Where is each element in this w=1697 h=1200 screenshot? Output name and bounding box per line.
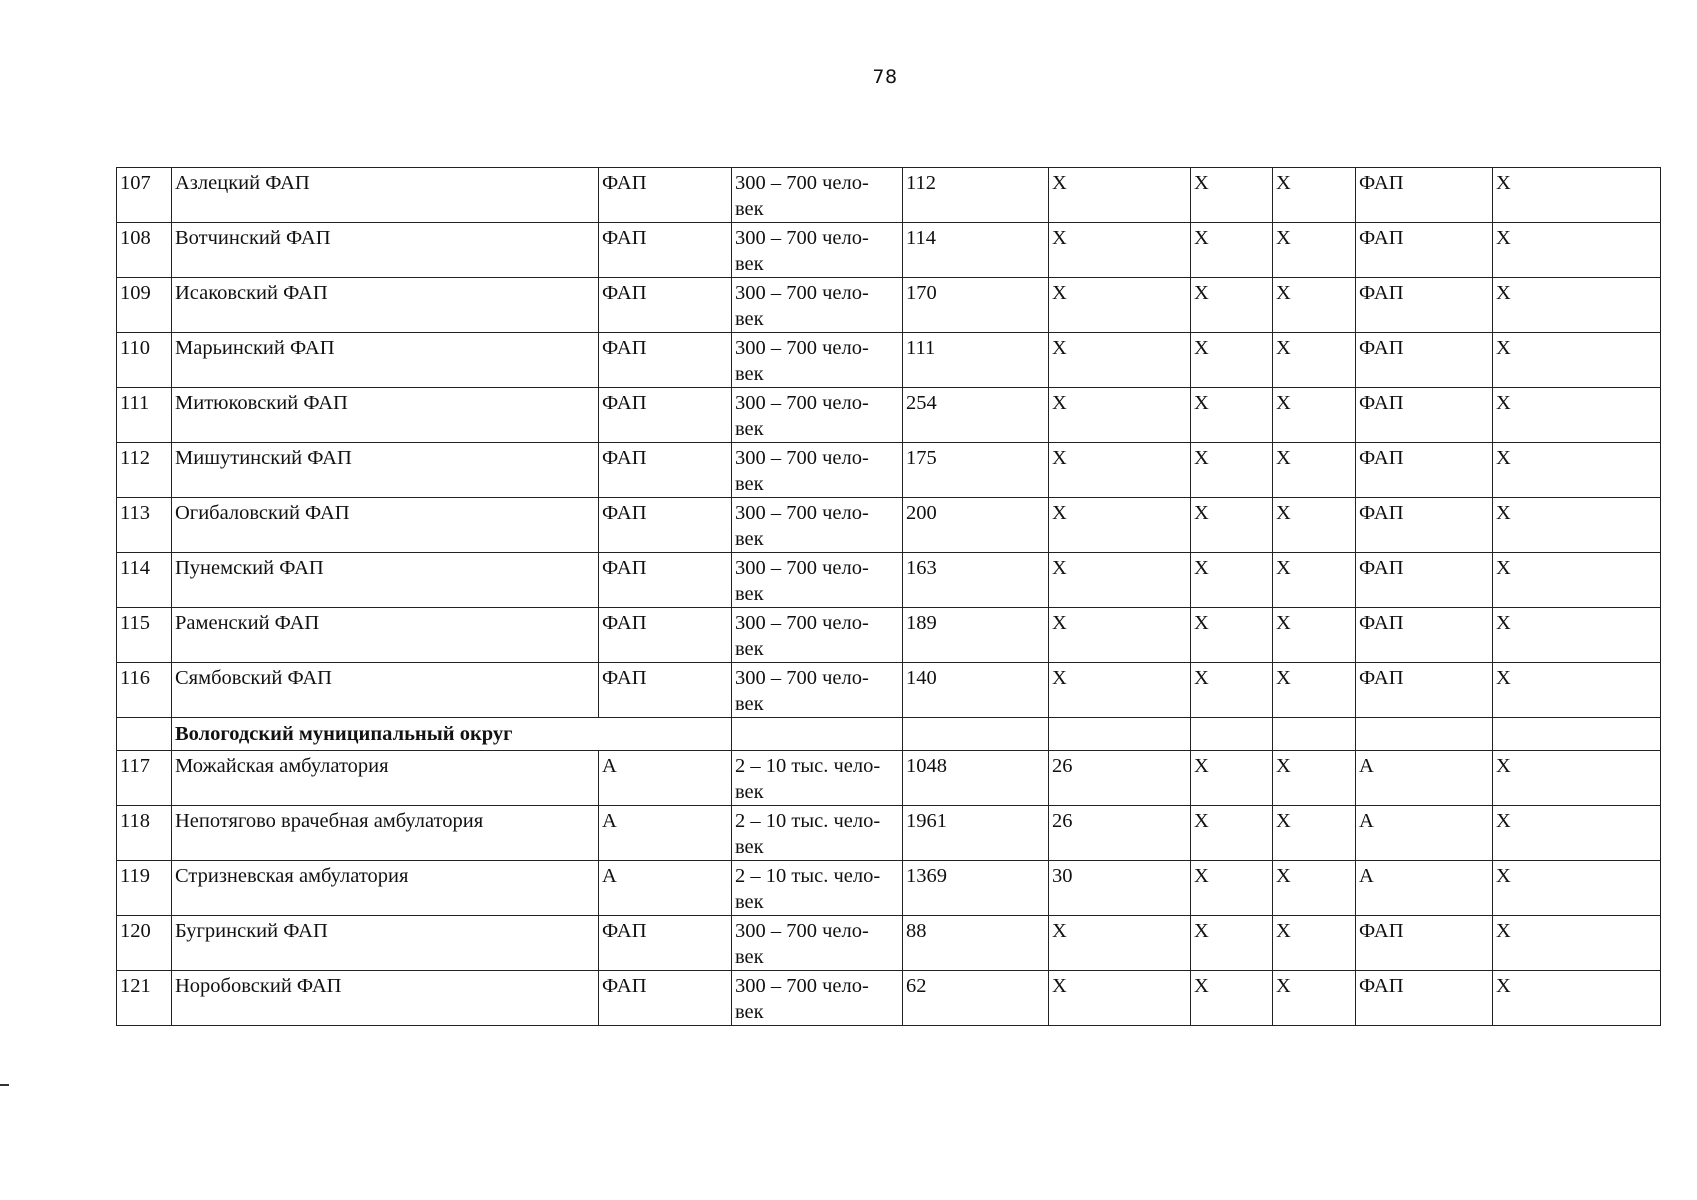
cell-population-value: 112 [903,168,1049,223]
cell-number: 118 [117,806,172,861]
population-range-line2: век [735,473,764,495]
cell-col9: ФАП [1356,553,1493,608]
table-row [117,498,1661,553]
population-range-line2: век [735,836,764,858]
cell-facility-type: ФАП [599,498,732,553]
cell-number: 117 [117,751,172,806]
cell-number: 107 [117,168,172,223]
cell-facility-type: ФАП [599,168,732,223]
cell-col10: Х [1493,388,1661,443]
cell-col6: 26 [1049,751,1191,806]
cell-col10: Х [1493,916,1661,971]
cell-col8: Х [1273,806,1356,861]
cell-col6: Х [1049,916,1191,971]
population-range-line1: 300 – 700 чело- [735,227,869,249]
cell-col9: А [1356,806,1493,861]
cell-col9: ФАП [1356,443,1493,498]
cell-population-range [732,861,903,916]
cell-col9: ФАП [1356,168,1493,223]
table-row [117,553,1661,608]
registry-table-container [116,167,1660,1026]
cell-facility-name: Огибаловский ФАП [172,498,599,553]
cell-col7: Х [1191,553,1273,608]
population-range-line2: век [735,638,764,660]
cell-facility-name: Можайская амбулатория [172,751,599,806]
cell-col10: Х [1493,861,1661,916]
cell-facility-name: Бугринский ФАП [172,916,599,971]
cell-number: 114 [117,553,172,608]
cell-number: 115 [117,608,172,663]
cell-col6: Х [1049,443,1191,498]
population-range-line1: 300 – 700 чело- [735,612,869,634]
cell-population-value: 140 [903,663,1049,718]
population-range-line2: век [735,198,764,220]
cell-facility-type: А [599,806,732,861]
cell-col10: Х [1493,498,1661,553]
cell-facility-name: Мишутинский ФАП [172,443,599,498]
cell-col8: Х [1273,663,1356,718]
cell-facility-name: Стризневская амбулатория [172,861,599,916]
cell-col6: 26 [1049,806,1191,861]
population-range-line2: век [735,418,764,440]
cell-col8: Х [1273,333,1356,388]
table-row [117,971,1661,1026]
table-row [117,916,1661,971]
cell-col7: Х [1191,223,1273,278]
cell-col7: Х [1191,608,1273,663]
cell-number: 111 [117,388,172,443]
cell-number: 121 [117,971,172,1026]
cell-col7: Х [1191,663,1273,718]
table-row [117,388,1661,443]
population-range-line1: 300 – 700 чело- [735,282,869,304]
population-range-line1: 300 – 700 чело- [735,392,869,414]
population-range-line2: век [735,781,764,803]
cell-population-value: 163 [903,553,1049,608]
cell-col9: ФАП [1356,608,1493,663]
cell-col9: ФАП [1356,333,1493,388]
cell-col7: Х [1191,278,1273,333]
population-range-line1: 300 – 700 чело- [735,667,869,689]
cell-col8: Х [1273,498,1356,553]
page-edge-mark [0,1084,9,1086]
cell-population-value: 254 [903,388,1049,443]
cell-col6: Х [1049,278,1191,333]
cell-number: 113 [117,498,172,553]
cell-col6: Х [1049,168,1191,223]
cell-col10: Х [1493,553,1661,608]
population-range-line2: век [735,363,764,385]
table-row [117,751,1661,806]
table-row [117,333,1661,388]
cell-col7: Х [1191,916,1273,971]
cell-col8: Х [1273,751,1356,806]
population-range-line2: век [735,693,764,715]
cell-population-range [732,553,903,608]
cell-col9: ФАП [1356,498,1493,553]
cell-col9: ФАП [1356,223,1493,278]
section-cell-empty [1191,718,1273,751]
cell-col10: Х [1493,443,1661,498]
table-row [117,806,1661,861]
cell-col8: Х [1273,971,1356,1026]
cell-population-value: 1369 [903,861,1049,916]
cell-col6: 30 [1049,861,1191,916]
cell-col10: Х [1493,333,1661,388]
table-row [117,608,1661,663]
cell-facility-type: А [599,751,732,806]
cell-col9: ФАП [1356,916,1493,971]
cell-col6: Х [1049,553,1191,608]
cell-col10: Х [1493,806,1661,861]
population-range-line1: 300 – 700 чело- [735,337,869,359]
cell-col8: Х [1273,553,1356,608]
cell-col7: Х [1191,751,1273,806]
section-title: Вологодский муниципальный округ [172,718,732,751]
cell-col7: Х [1191,168,1273,223]
cell-col10: Х [1493,168,1661,223]
cell-facility-name: Раменский ФАП [172,608,599,663]
cell-facility-type: ФАП [599,608,732,663]
cell-number: 120 [117,916,172,971]
cell-col6: Х [1049,663,1191,718]
registry-table [116,167,1661,1026]
cell-col7: Х [1191,861,1273,916]
cell-population-value: 170 [903,278,1049,333]
cell-facility-name: Исаковский ФАП [172,278,599,333]
section-cell-num [117,718,172,751]
cell-col10: Х [1493,608,1661,663]
cell-col9: А [1356,751,1493,806]
cell-col6: Х [1049,388,1191,443]
cell-col9: ФАП [1356,663,1493,718]
cell-facility-type: ФАП [599,916,732,971]
cell-facility-type: ФАП [599,223,732,278]
section-cell-empty [1273,718,1356,751]
cell-number: 116 [117,663,172,718]
cell-col8: Х [1273,608,1356,663]
cell-col8: Х [1273,916,1356,971]
population-range-line2: век [735,583,764,605]
cell-col8: Х [1273,388,1356,443]
population-range-line1: 300 – 700 чело- [735,172,869,194]
cell-col8: Х [1273,861,1356,916]
cell-col10: Х [1493,663,1661,718]
population-range-line2: век [735,528,764,550]
cell-col7: Х [1191,971,1273,1026]
cell-col7: Х [1191,443,1273,498]
cell-col6: Х [1049,223,1191,278]
cell-col10: Х [1493,971,1661,1026]
cell-number: 112 [117,443,172,498]
cell-population-range [732,168,903,223]
cell-col8: Х [1273,168,1356,223]
cell-facility-name: Сямбовский ФАП [172,663,599,718]
cell-population-value: 189 [903,608,1049,663]
cell-col9: ФАП [1356,278,1493,333]
cell-col9: ФАП [1356,388,1493,443]
population-range-line2: век [735,308,764,330]
population-range-line2: век [735,253,764,275]
cell-population-range [732,388,903,443]
cell-col6: Х [1049,971,1191,1026]
section-cell-empty [1049,718,1191,751]
population-range-line1: 300 – 700 чело- [735,557,869,579]
cell-col9: А [1356,861,1493,916]
cell-facility-name: Азлецкий ФАП [172,168,599,223]
cell-population-value: 111 [903,333,1049,388]
cell-facility-name: Непотягово врачебная амбулатория [172,806,599,861]
cell-col7: Х [1191,806,1273,861]
cell-col6: Х [1049,498,1191,553]
population-range-line1: 2 – 10 тыс. чело- [735,810,881,832]
population-range-line2: век [735,1001,764,1023]
population-range-line2: век [735,946,764,968]
cell-facility-type: А [599,861,732,916]
cell-population-value: 200 [903,498,1049,553]
cell-facility-type: ФАП [599,553,732,608]
cell-population-range [732,443,903,498]
page-number: 78 [872,66,898,88]
cell-facility-type: ФАП [599,278,732,333]
population-range-line1: 300 – 700 чело- [735,447,869,469]
section-cell-empty [903,718,1049,751]
cell-number: 110 [117,333,172,388]
cell-facility-type: ФАП [599,663,732,718]
cell-col8: Х [1273,223,1356,278]
cell-population-value: 88 [903,916,1049,971]
cell-population-range [732,223,903,278]
cell-population-value: 62 [903,971,1049,1026]
section-cell-empty [1493,718,1661,751]
cell-population-range [732,971,903,1026]
cell-number: 119 [117,861,172,916]
cell-col6: Х [1049,333,1191,388]
cell-population-range [732,916,903,971]
population-range-line1: 300 – 700 чело- [735,975,869,997]
cell-facility-type: ФАП [599,388,732,443]
cell-col7: Х [1191,388,1273,443]
cell-facility-name: Митюковский ФАП [172,388,599,443]
population-range-line2: век [735,891,764,913]
population-range-line1: 2 – 10 тыс. чело- [735,865,881,887]
cell-population-value: 114 [903,223,1049,278]
cell-population-range [732,806,903,861]
cell-population-range [732,663,903,718]
cell-population-range [732,498,903,553]
cell-population-range [732,333,903,388]
cell-facility-name: Вотчинский ФАП [172,223,599,278]
cell-population-value: 1961 [903,806,1049,861]
cell-population-value: 175 [903,443,1049,498]
section-row [117,718,1661,751]
table-body-upper [117,168,1661,718]
cell-facility-type: ФАП [599,333,732,388]
cell-facility-name: Марьинский ФАП [172,333,599,388]
cell-facility-type: ФАП [599,443,732,498]
section-cell-empty [732,718,903,751]
cell-population-range [732,608,903,663]
cell-col9: ФАП [1356,971,1493,1026]
cell-population-range [732,278,903,333]
cell-facility-name: Норобовский ФАП [172,971,599,1026]
population-range-line1: 300 – 700 чело- [735,502,869,524]
table-body-lower [117,751,1661,1026]
section-cell-empty [1356,718,1493,751]
table-body-section [117,718,1661,751]
cell-col6: Х [1049,608,1191,663]
cell-number: 108 [117,223,172,278]
table-row [117,223,1661,278]
table-row [117,278,1661,333]
cell-facility-type: ФАП [599,971,732,1026]
cell-number: 109 [117,278,172,333]
table-row [117,861,1661,916]
cell-col7: Х [1191,333,1273,388]
cell-population-range [732,751,903,806]
cell-col10: Х [1493,223,1661,278]
table-row [117,443,1661,498]
cell-col7: Х [1191,498,1273,553]
table-row [117,663,1661,718]
cell-col8: Х [1273,278,1356,333]
population-range-line1: 2 – 10 тыс. чело- [735,755,881,777]
cell-col10: Х [1493,751,1661,806]
population-range-line1: 300 – 700 чело- [735,920,869,942]
table-row [117,168,1661,223]
cell-facility-name: Пунемский ФАП [172,553,599,608]
cell-population-value: 1048 [903,751,1049,806]
cell-col8: Х [1273,443,1356,498]
cell-col10: Х [1493,278,1661,333]
